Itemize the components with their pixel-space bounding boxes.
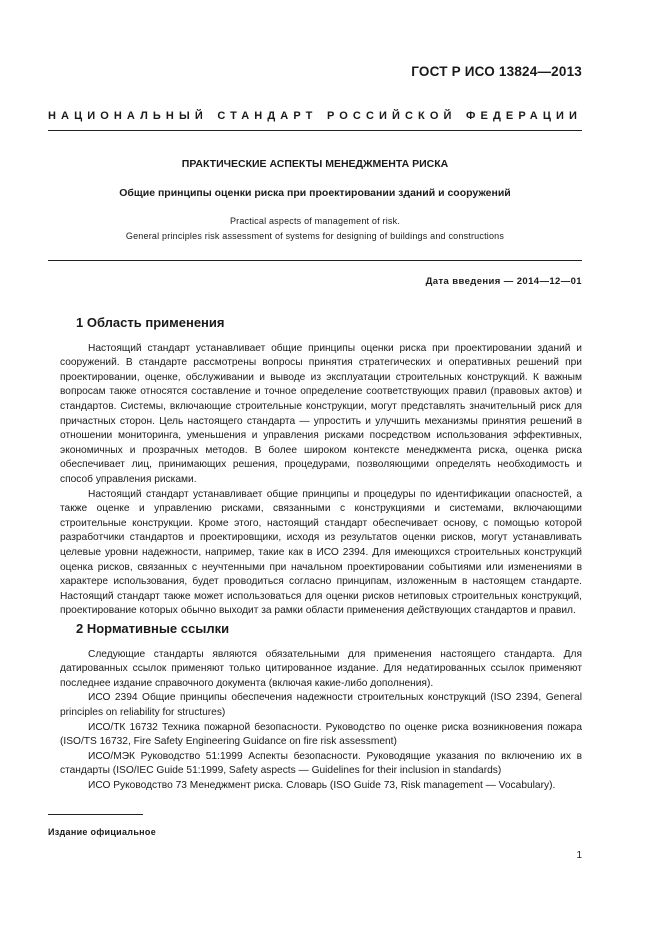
section-heading: 2 Нормативные ссылки <box>76 621 230 636</box>
reference-item: ИСО Руководство 73 Менеджмент риска. Словарь (ISO Guide 73, Risk management — Vocabulary). <box>88 779 556 791</box>
section-heading: 1 Область применения <box>76 315 225 330</box>
footer-divider <box>48 814 143 815</box>
title-divider <box>48 260 582 261</box>
section-scope <box>60 316 582 619</box>
paragraph: Настоящий стандарт устанавливает общие принципы оценки риска при проектировании зданий и сооружений. В стандарте рассмотрены вопросы принятия стратегических и оперативных решений при проектировании, оценке, обслуживании и выводе из эксплуатации строительных конструкций. К важным вопросам также относятся составление и точное определение соответствующих правил (правовых актов) и стандартов. Системы, включающие строительные конструкции, могут представлять значительный риск для причастных сторон. Цель настоящего стандарта — упростить и улучшить механизмы принятия решений в отношении мониторинга, уменьшения и управления рисками посредством использования эффективных, экономичных и прозрачных методов. В более широком контексте менеджмента риска, оценка риска обеспечивает лиц, принимающих решения, процедурами, позволяющими определять необходимость и способ управления рисками. <box>60 342 582 485</box>
standard-number: ГОСТ Р ИСО 13824—2013 <box>411 64 582 79</box>
section-normative-references <box>60 622 582 794</box>
reference-item: ИСО/МЭК Руководство 51:1999 Аспекты безопасности. Руководящие указания по включению их в стандарты (ISO/IEC Guide 51:1999, Safety aspects — Guidelines for their inclusion in standards) <box>60 750 582 777</box>
edition-label: Издание официальное <box>48 827 157 837</box>
national-standard-header: НАЦИОНАЛЬНЫЙ СТАНДАРТ РОССИЙСКОЙ ФЕДЕРАЦИИ <box>48 110 582 122</box>
header-divider <box>48 130 582 131</box>
reference-item: ИСО 2394 Общие принципы обеспечения надежности строительных конструкций (ISO 2394, General principles on reliability for structures) <box>60 692 582 718</box>
title-en <box>48 214 582 244</box>
page-number: 1 <box>576 850 582 861</box>
title-en-line2: General principles risk assessment of systems for designing of buildings and constructions <box>125 231 505 241</box>
title-en-line1: Practical aspects of management of risk. <box>229 216 401 226</box>
paragraph: Настоящий стандарт устанавливает общие принципы и процедуры по идентификации опасностей, а также оценке и управлению рисками, связанными с конструкциями и системами, включающими строительные конструкции. Кроме этого, настоящий стандарт обеспечивает основу, с помощью которой разработчики стандартов и проектировщики, исходя из результатов оценки рисков, могут устанавливать целевые уровни надежности, например, такие как в ИСО 2394. Для имеющихся строительных конструкций оценка рисков, связанных с неучтенными при начальном проектировании событиями или изменениями в характере использования, будет проводиться согласно принципам, изложенным в настоящем стандарте. Настоящий стандарт также может использоваться для оценки рисков нетиповых строительных конструкций, проектирование которых обычно выходит за рамки области применения действующих стандартов и правил. <box>60 488 582 617</box>
paragraph: Следующие стандарты являются обязательными для применения настоящего стандарта. Для датированных ссылок применяют только цитированное издание. Для недатированных ссылок применяют последнее издание справочного документа (включая какие-либо дополнения). <box>60 648 582 689</box>
introduction-date: Дата введения — 2014—12—01 <box>425 276 582 287</box>
subtitle-ru: Общие принципы оценки риска при проектировании зданий и сооружений <box>119 187 511 199</box>
title-block <box>48 158 582 244</box>
reference-item: ИСО/ТК 16732 Техника пожарной безопасности. Руководство по оценке риска возникновения пожара (ISO/TS 16732, Fire Safety Engineering Guidance on fire risk assessment) <box>60 721 582 748</box>
title-ru: ПРАКТИЧЕСКИЕ АСПЕКТЫ МЕНЕДЖМЕНТА РИСКА <box>181 158 449 170</box>
